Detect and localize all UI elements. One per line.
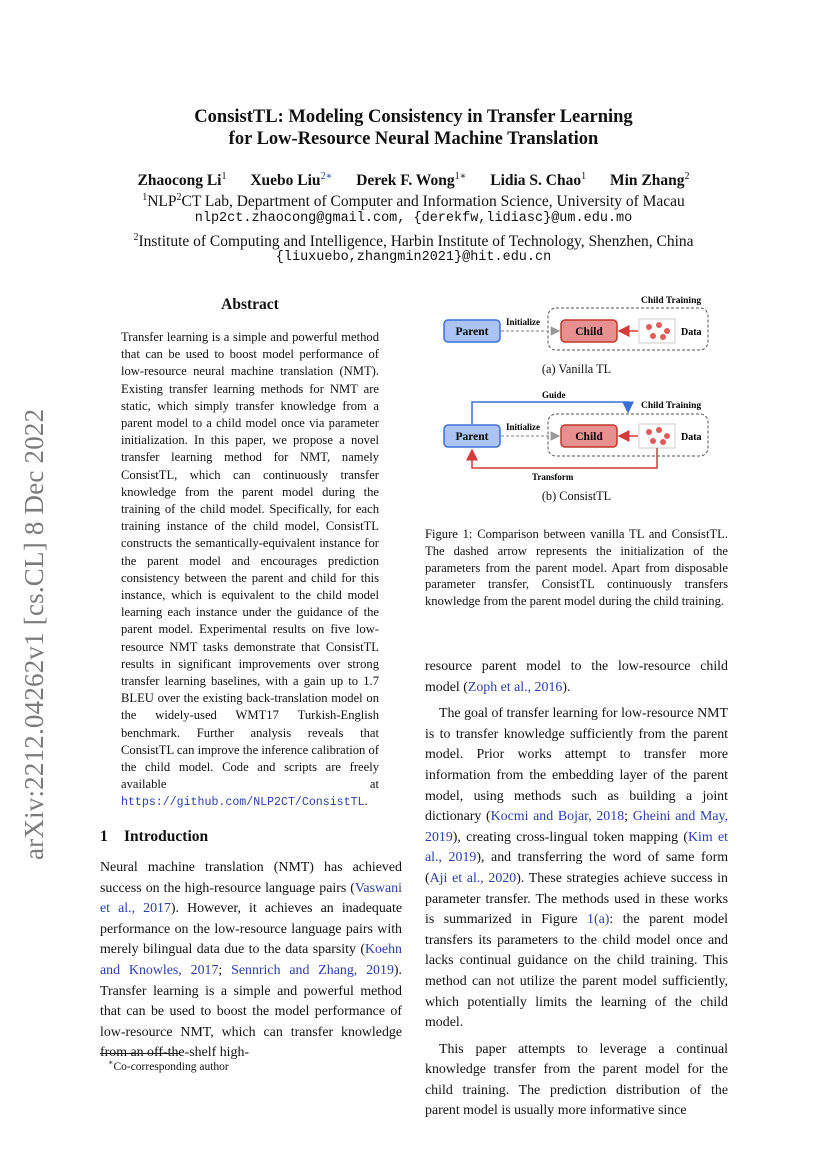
- section-heading-introduction: [100, 828, 208, 846]
- citation-aji[interactable]: Aji et al., 2020: [429, 870, 517, 886]
- text-run: ). However, it achieves an inadequate performance on the low-resource language pairs with merely bilingual data due to the data sparsity (: [100, 901, 402, 958]
- figure-1: [425, 290, 728, 510]
- text-run: resource parent model to the low-resource child model (: [425, 659, 728, 695]
- section-title: Introduction: [124, 828, 209, 845]
- data-dot: [646, 324, 652, 330]
- transform-label-b: Transform: [532, 472, 574, 482]
- author-3-name: Derek F. Wong: [356, 172, 455, 190]
- title-line-2: for Low-Resource Neural Machine Translation: [228, 129, 599, 149]
- intro-paragraph-2: [425, 704, 728, 1034]
- author-4-mark: 1: [581, 171, 587, 182]
- initialize-label-a: Initialize: [506, 317, 540, 327]
- author-1: [137, 172, 226, 189]
- abstract-end: .: [364, 794, 368, 809]
- abstract-body: [121, 329, 379, 812]
- data-dot: [656, 427, 662, 433]
- guide-arrow-b: [472, 402, 628, 424]
- affiliation-1-text: CT Lab, Department of Computer and Information Science, University of Macau: [181, 193, 685, 211]
- citation-vaswani[interactable]: Vaswani et al., 2017: [100, 880, 402, 917]
- data-label-b: Data: [681, 432, 702, 443]
- citation-zoph[interactable]: Zoph et al., 2016: [467, 679, 563, 695]
- child-label-a: Child: [575, 326, 603, 338]
- subcaption-b: (b) ConsistTL: [541, 489, 612, 503]
- data-dot: [664, 328, 670, 334]
- initialize-label-b: Initialize: [506, 422, 540, 432]
- arxiv-identifier: arXiv:2212.04262v1 [cs.CL] 8 Dec 2022: [19, 408, 49, 860]
- data-dot: [660, 439, 666, 445]
- affiliation-1-nlp: NLP: [147, 193, 177, 211]
- data-dot: [650, 333, 656, 339]
- child-label-b: Child: [575, 431, 603, 443]
- footnote: [108, 1058, 229, 1073]
- parent-label-b: Parent: [455, 431, 489, 443]
- text-run: ).: [562, 679, 571, 695]
- citation-kocmi[interactable]: Kocmi and Bojar, 2018: [490, 809, 625, 825]
- affiliation-2-mark: 2: [133, 232, 139, 243]
- footnote-mark: ∗: [108, 1058, 114, 1067]
- title-line-1: ConsistTL: Modeling Consistency in Transfer Learning: [194, 107, 633, 127]
- affiliation-2-text: Institute of Computing and Intelligence, Harbin Institute of Technology, Shenzhen, China: [138, 233, 694, 251]
- child-training-label-a: Child Training: [641, 296, 702, 306]
- guide-label-b: Guide: [542, 390, 566, 400]
- email-2: {liuxuebo,zhangmin2021}@hit.edu.cn: [275, 250, 552, 265]
- author-1-mark: 1: [221, 171, 227, 182]
- author-4: [490, 172, 586, 189]
- data-dot: [650, 438, 656, 444]
- transform-arrow-b: [472, 448, 657, 468]
- text-run: ), creating cross-lingual token mapping (: [452, 829, 688, 845]
- subfigure-a: [444, 296, 708, 350]
- intro-paragraph-3: This paper attempts to leverage a continual knowledge transfer from the parent model for the child training. The prediction distribution of the parent model is usually more informative since: [425, 1041, 728, 1119]
- data-dot: [664, 433, 670, 439]
- text-run: Neural machine translation (NMT) has achieved success on the high-resource language pairs (: [100, 860, 402, 896]
- citation-gheini[interactable]: Gheini and May, 2019: [425, 809, 728, 845]
- figure-1-caption: Figure 1: Comparison between vanilla TL and ConsistTL. The dashed arrow represents the initialization of the parameters from the parent model. Apart from disposable parameter transfer, ConsistTL continuously transfers knowledge from the parent model during the child training.: [425, 527, 728, 609]
- text-run: ;: [218, 962, 232, 978]
- text-run: : the parent model transfers its parameters to the child model once and lacks continual guidance on the child training. This method can not utilize the parent model sufficiently, which potentially limits the learning of the child model.: [425, 912, 728, 1031]
- text-run: ), and transferring the word of same form (: [425, 850, 728, 886]
- text-run: ). These strategies achieve success in parameter transfer. The methods used in these works is summarized in Figure: [425, 870, 728, 928]
- data-dot: [656, 322, 662, 328]
- author-1-name: Zhaocong Li: [137, 172, 222, 190]
- citation-sennrich[interactable]: Sennrich and Zhang, 2019: [231, 962, 394, 978]
- footnote-text: Co-corresponding author: [113, 1060, 229, 1073]
- data-label-a: Data: [681, 327, 702, 338]
- subfigure-b: [444, 390, 708, 482]
- figure-1-diagram: [425, 290, 728, 510]
- footnote-rule: [100, 1053, 180, 1054]
- text-run: The goal of transfer learning for low-resource NMT is to transfer knowledge sufficiently from the parent model. Prior works attempt to transfer more information from the embedding layer of the parent model, using methods such as building a joint dictionary (: [425, 706, 728, 825]
- abstract-heading: Abstract: [221, 296, 279, 313]
- parent-label-a: Parent: [455, 326, 489, 338]
- data-dot: [646, 429, 652, 435]
- subcaption-a: (a) Vanilla TL: [541, 362, 612, 376]
- citation-kim[interactable]: Kim et al., 2019: [425, 829, 728, 866]
- paper-title: [0, 106, 827, 150]
- intro-right-column: [425, 657, 728, 1122]
- figure-ref-1a[interactable]: 1(a): [587, 912, 610, 928]
- code-link[interactable]: https://github.com/NLP2CT/ConsistTL: [121, 796, 365, 810]
- author-5: [610, 172, 690, 189]
- author-3-mark: 1∗: [454, 171, 467, 182]
- paragraph-continued: [425, 657, 728, 698]
- paragraph: [100, 858, 402, 1064]
- author-5-mark: 2: [684, 171, 690, 182]
- email-1: nlp2ct.zhaocong@gmail.com, {derekfw,lidiasc}@um.edu.mo: [194, 211, 633, 226]
- affiliation-1-mark: 1: [142, 192, 148, 203]
- author-2-name: Xuebo Liu: [250, 172, 321, 190]
- author-3: [356, 172, 466, 189]
- section-number: 1: [100, 828, 108, 845]
- author-5-name: Min Zhang: [610, 172, 685, 190]
- intro-paragraph-1: [100, 858, 402, 1064]
- child-training-label-b: Child Training: [641, 401, 702, 411]
- author-2-mark[interactable]: 2∗: [320, 171, 333, 182]
- data-dot: [660, 334, 666, 340]
- abstract-text: Transfer learning is a simple and powerful method that can be used to boost model performance of low-resource neural machine translation (NMT). Existing transfer learning methods for NMT are static, which simply transfer knowledge from a parent model to a child model once via parameter initialization. In this paper, we propose a novel transfer learning method for NMT, namely ConsistTL, which can continuously transfer knowledge from the parent model during the training of the child model. Specifically, for each training instance of the child model, ConsistTL constructs the semantically-equivalent instance for the parent model and encourages prediction consistency between the parent and child for this instance, which is equivalent to the child model learning each instance under the guidance of the parent model. Experimental results on five low-resource NMT tasks demonstrate that ConsistTL results in significant improvements over strong transfer learning baselines, with a gain up to 1.7 BLEU over the existing back-translation model on the widely-used WMT17 Turkish-English benchmark. Further analysis reveals that ConsistTL can improve the inference calibration of the child model. Code and scripts are freely available at: [121, 330, 379, 792]
- author-2: [250, 172, 332, 189]
- text-run: ). Transfer learning is a simple and powerful method that can be used to boost the model performance of low-resource NMT, which can transfer knowledge from an off-the-shelf high-: [100, 962, 402, 1061]
- author-4-name: Lidia S. Chao: [490, 172, 582, 190]
- affiliation-1-sup: 2: [176, 192, 182, 203]
- citation-koehn[interactable]: Koehn and Knowles, 2017: [100, 942, 402, 978]
- text-run: ;: [624, 809, 633, 825]
